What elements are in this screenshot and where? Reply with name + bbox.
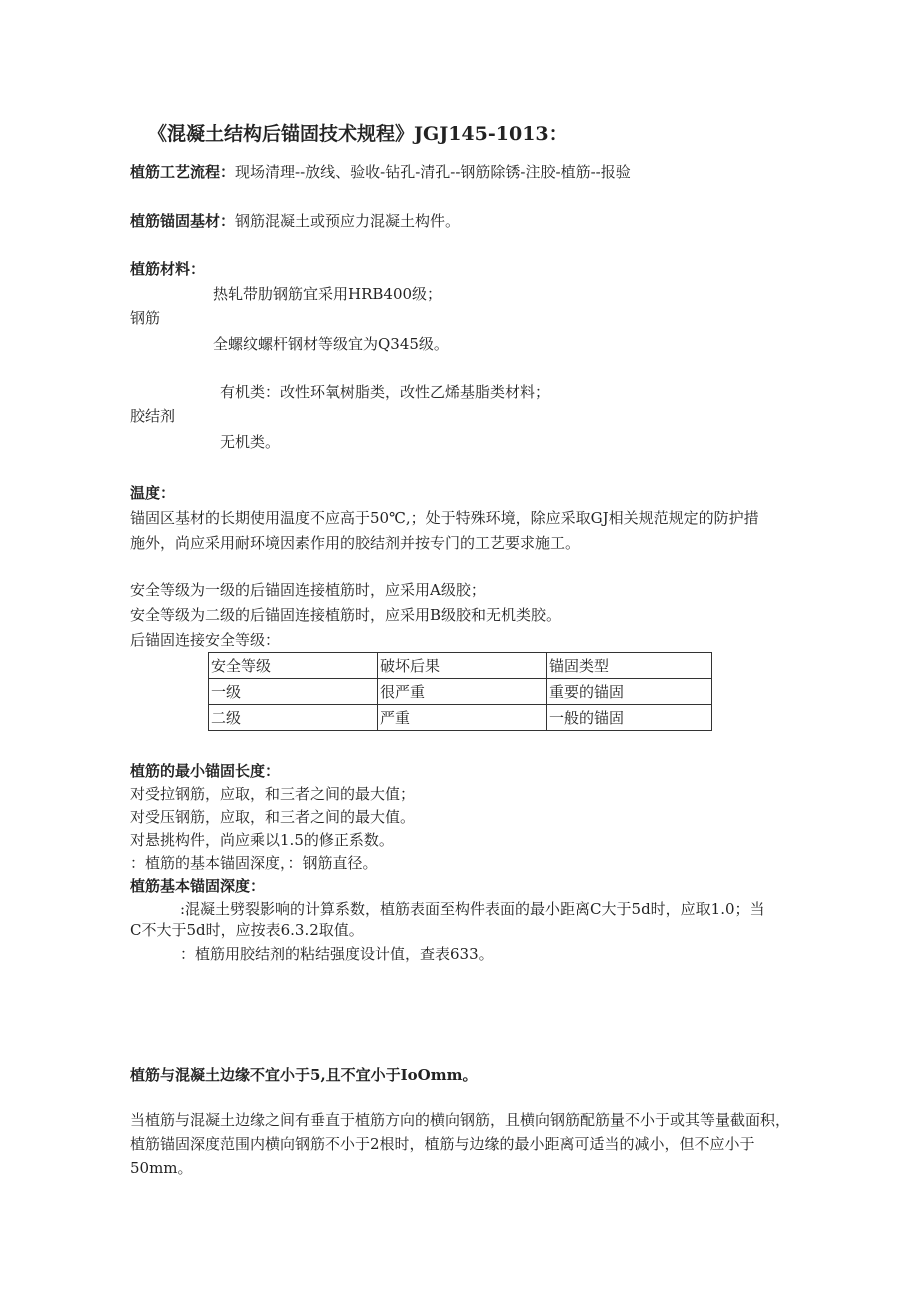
safety-grade-table [208,652,712,731]
basic-depth-line-2: C不大于5d时，应按表6.3.2取值。 [130,921,364,939]
table-cell: 严重 [378,705,547,731]
min-length-line-1: 对受拉钢筋，应取，和三者之间的最大值； [130,785,416,803]
min-length-line-2: 对受压钢筋，应取，和三者之间的最大值。 [130,808,416,826]
basic-depth-line-3: ：植筋用胶结剂的粘结强度设计值，查表633。 [180,945,494,963]
basic-depth-line-1: :混凝土劈裂影响的计算系数，植筋表面至构件表面的最小距离C大于5d时，应取1.0；当 [180,900,765,918]
table-cell: 一般的锚固 [547,705,712,731]
basic-depth-heading: 植筋基本锚固深度： [130,877,266,895]
min-length-line-4: ：植筋的基本锚固深度，：钢筋直径。 [130,854,378,872]
table-cell: 一级 [209,679,378,705]
edge-line-3: 50mm。 [130,1159,193,1177]
table-header: 锚固类型 [547,653,712,679]
table-cell: 二级 [209,705,378,731]
table-cell: 很严重 [378,679,547,705]
glue-label: 胶结剂 [130,407,176,425]
min-length-line-3: 对悬挑构件，尚应乘以1.5的修正系数。 [130,831,394,849]
temperature-heading: 温度： [130,484,176,502]
process-line [130,162,631,182]
steel-item-1: 热轧带肋钢筋宜采用HRB400级； [213,285,443,303]
table-header: 安全等级 [209,653,378,679]
safety-line-2: 安全等级为二级的后锚固连接植筋时，应采用B级胶和无机类胶。 [130,606,562,624]
edge-line-1: 当植筋与混凝土边缘之间有垂直于植筋方向的横向钢筋，且横向钢筋配筋量不小于或其等量截面积， [130,1111,791,1129]
base-line [130,211,460,231]
glue-item-1: 有机类：改性环氧树脂类，改性乙烯基脂类材料； [220,383,551,401]
base-text: 钢筋混凝土或预应力混凝土构件。 [235,212,461,230]
temperature-line-2: 施外，尚应采用耐环境因素作用的胶结剂并按专门的工艺要求施工。 [130,534,581,552]
table-cell: 重要的锚固 [547,679,712,705]
base-label: 植筋锚固基材： [130,212,236,230]
table-row [209,679,712,705]
min-length-heading: 植筋的最小锚固长度： [130,762,281,780]
temperature-line-1: 锚固区基材的长期使用温度不应高于50℃,；处于特殊环境，除应采取GJ相关规范规定的防护措 [130,509,759,527]
safety-line-1: 安全等级为一级的后锚固连接植筋时，应采用A级胶； [130,581,486,599]
safety-line-3: 后锚固连接安全等级： [130,631,281,649]
steel-item-2: 全螺纹螺杆钢材等级宜为Q345级。 [213,335,449,353]
glue-item-2: 无机类。 [220,433,281,451]
table-row [209,705,712,731]
table-header: 破坏后果 [378,653,547,679]
process-label: 植筋工艺流程： [130,163,236,181]
materials-heading: 植筋材料： [130,260,206,278]
table-header-row [209,653,712,679]
steel-label: 钢筋 [130,309,161,327]
edge-line-2: 植筋锚固深度范围内横向钢筋不小于2根时，植筋与边缘的最小距离可适当的减小，但不应小于 [130,1135,755,1153]
edge-heading: 植筋与混凝土边缘不宜小于5,且不宜小于IoOmm。 [130,1066,478,1084]
process-text: 现场清理--放线、验收-钻孔-清孔--钢筋除锈-注胶-植筋--报验 [235,163,631,181]
document-title: 《混凝土结构后锚固技术规程》JGJ145-1013： [148,123,568,145]
